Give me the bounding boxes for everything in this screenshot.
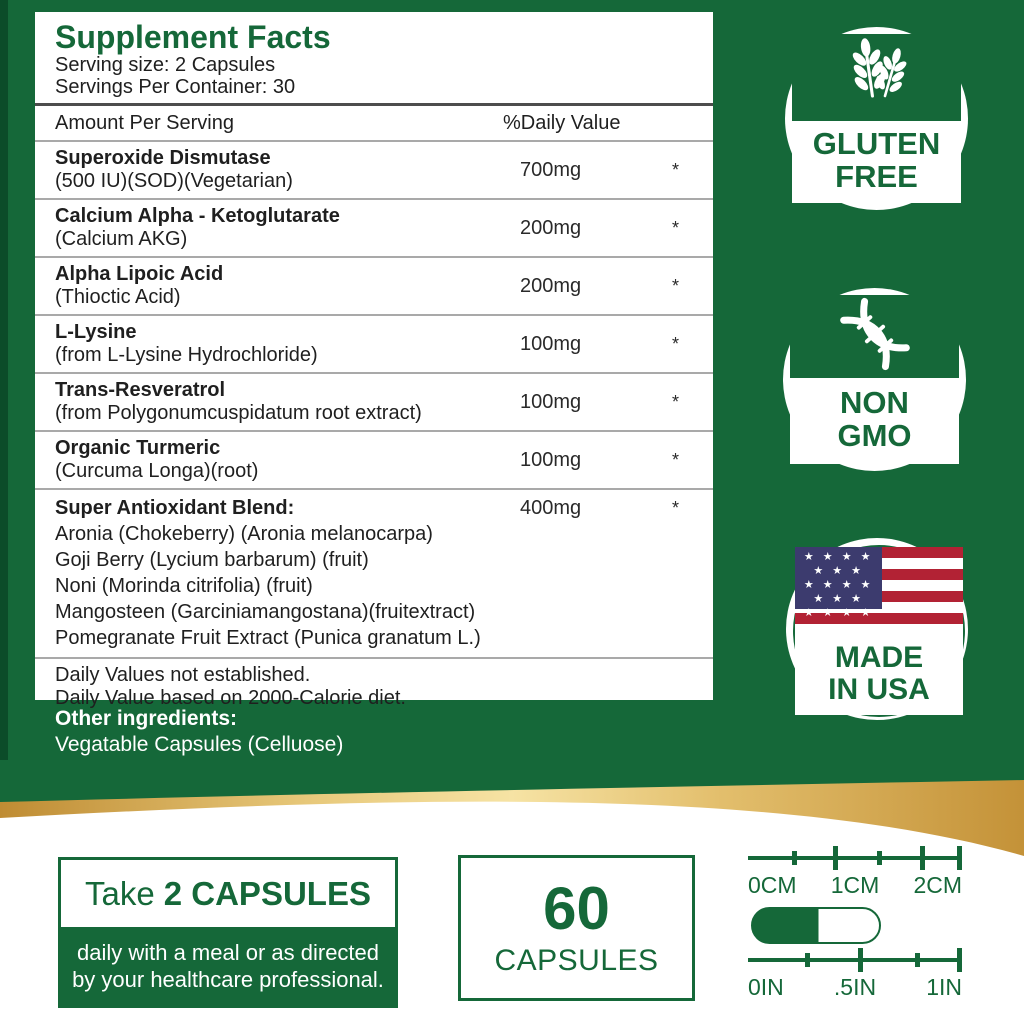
ingredient-detail: (from Polygonumcuspidatum root extract) — [55, 402, 422, 424]
ingredient-dv: * — [671, 217, 679, 238]
in-label-1: .5IN — [833, 974, 877, 1000]
ingredient-name: L-Lysine — [55, 321, 137, 343]
ingredient-amount: 100mg — [520, 448, 582, 471]
table-row — [35, 198, 713, 256]
non-gmo-line2: GMO — [837, 418, 912, 453]
blend-name: Super Antioxidant Blend: — [55, 497, 295, 519]
table-row — [35, 256, 713, 314]
ruler-tick — [957, 846, 962, 870]
left-shadow-strip — [0, 0, 8, 780]
ingredient-amount: 100mg — [520, 332, 582, 355]
blend-component: Noni (Morinda citrifolia) (fruit) — [55, 575, 313, 597]
ingredient-name: Alpha Lipoic Acid — [55, 263, 224, 285]
gluten-free-line2: FREE — [835, 159, 918, 194]
cm-ruler-line — [748, 856, 962, 860]
ingredient-amount: 200mg — [520, 274, 582, 297]
dosage-amount: 2 CAPSULES — [163, 874, 371, 912]
ingredient-name: Trans-Resveratrol — [55, 379, 226, 401]
dosage-prefix: Take — [85, 874, 155, 912]
footnotes — [35, 657, 713, 710]
table-row — [35, 430, 713, 488]
ingredient-detail: (Calcium AKG) — [55, 228, 188, 250]
footnote-line: Daily Values not established. — [55, 664, 311, 686]
ruler-tick — [877, 851, 882, 865]
made-in-usa-line2: IN USA — [828, 672, 930, 706]
ingredient-name: Calcium Alpha - Ketoglutarate — [55, 205, 340, 227]
non-gmo-badge — [783, 288, 966, 471]
ingredient-detail: (from L-Lysine Hydrochloride) — [55, 344, 318, 366]
cm-label-0: 0CM — [748, 872, 797, 898]
blend-dv: * — [671, 498, 679, 518]
ingredient-name: Organic Turmeric — [55, 437, 221, 459]
footnote-line: Daily Value based on 2000-Calorie diet. — [55, 687, 406, 709]
table-row — [35, 372, 713, 430]
ingredient-amount: 700mg — [520, 158, 582, 181]
serving-size: Serving size: 2 Capsules — [55, 54, 276, 76]
in-label-0: 0IN — [748, 974, 784, 1000]
table-row — [35, 140, 713, 198]
non-gmo-line1: NON — [840, 385, 909, 420]
gluten-free-badge — [785, 27, 968, 210]
inch-ruler — [748, 944, 962, 1002]
wheat-icon — [831, 34, 923, 121]
ingredient-amount: 100mg — [520, 390, 582, 413]
ruler-tick — [833, 846, 838, 870]
ruler-tick — [858, 948, 863, 972]
capsule-count-box — [458, 855, 695, 1001]
capsule-size-icon — [751, 907, 881, 944]
ingredient-dv: * — [671, 275, 679, 296]
ingredient-name: Superoxide Dismutase — [55, 147, 271, 169]
other-ingredients-label: Other ingredients: — [55, 707, 238, 730]
ruler-tick — [792, 851, 797, 865]
ruler-tick — [805, 953, 810, 967]
made-in-usa-line1: MADE — [834, 640, 924, 674]
cm-label-2: 2CM — [913, 872, 962, 898]
blend-component: Aronia (Chokeberry) (Aronia melanocarpa) — [55, 523, 433, 545]
panel-title: Supplement Facts — [55, 19, 331, 55]
gluten-free-line1: GLUTEN — [812, 126, 941, 161]
table-header — [35, 103, 713, 140]
capsule-count-unit: CAPSULES — [494, 944, 659, 977]
ingredient-dv: * — [671, 391, 679, 412]
blend-amount: 400mg — [520, 497, 582, 519]
blend-component: Mangosteen (Garciniamangostana)(fruitextract) — [55, 601, 476, 623]
ruler-tick — [957, 948, 962, 972]
ingredient-detail: (Curcuma Longa)(root) — [55, 460, 259, 482]
cm-ruler — [748, 842, 962, 900]
cm-label-1: 1CM — [830, 872, 880, 898]
capsule-count: 60 — [543, 875, 610, 942]
other-ingredients — [55, 706, 343, 758]
supplement-facts-panel — [35, 12, 713, 709]
column-daily-value: %Daily Value — [503, 112, 621, 134]
ingredient-dv: * — [671, 159, 679, 180]
ingredient-detail: (500 IU)(SOD)(Vegetarian) — [55, 170, 293, 192]
usa-flag-icon: ★ ★ ★ ★ ★ ★ ★ ★ ★ ★ ★ ★ ★ ★ ★ ★ ★ ★ — [795, 547, 963, 628]
ruler-tick — [920, 846, 925, 870]
other-ingredients-value: Vegatable Capsules (Celluose) — [55, 733, 344, 756]
made-in-usa-badge — [786, 538, 968, 720]
ingredient-dv: * — [671, 333, 679, 354]
dosage-instructions-line1: daily with a meal or as directed — [76, 940, 380, 965]
ingredient-detail: (Thioctic Acid) — [55, 286, 181, 308]
inch-ruler-line — [748, 958, 962, 962]
in-label-2: 1IN — [926, 974, 962, 1000]
blend-component: Goji Berry (Lycium barbarum) (fruit) — [55, 549, 369, 571]
servings-per-container: Servings Per Container: 30 — [55, 76, 296, 98]
ingredient-dv: * — [671, 449, 679, 470]
blend-component: Pomegranate Fruit Extract (Punica granatum L.) — [55, 627, 481, 649]
column-amount-per-serving: Amount Per Serving — [55, 112, 234, 134]
dna-icon — [836, 295, 914, 378]
dosage-box — [58, 857, 398, 1008]
blend-row — [35, 488, 713, 657]
table-row — [35, 314, 713, 372]
dosage-instructions-line2: by your healthcare professional. — [72, 967, 384, 992]
ingredient-amount: 200mg — [520, 216, 582, 239]
ruler-tick — [915, 953, 920, 967]
